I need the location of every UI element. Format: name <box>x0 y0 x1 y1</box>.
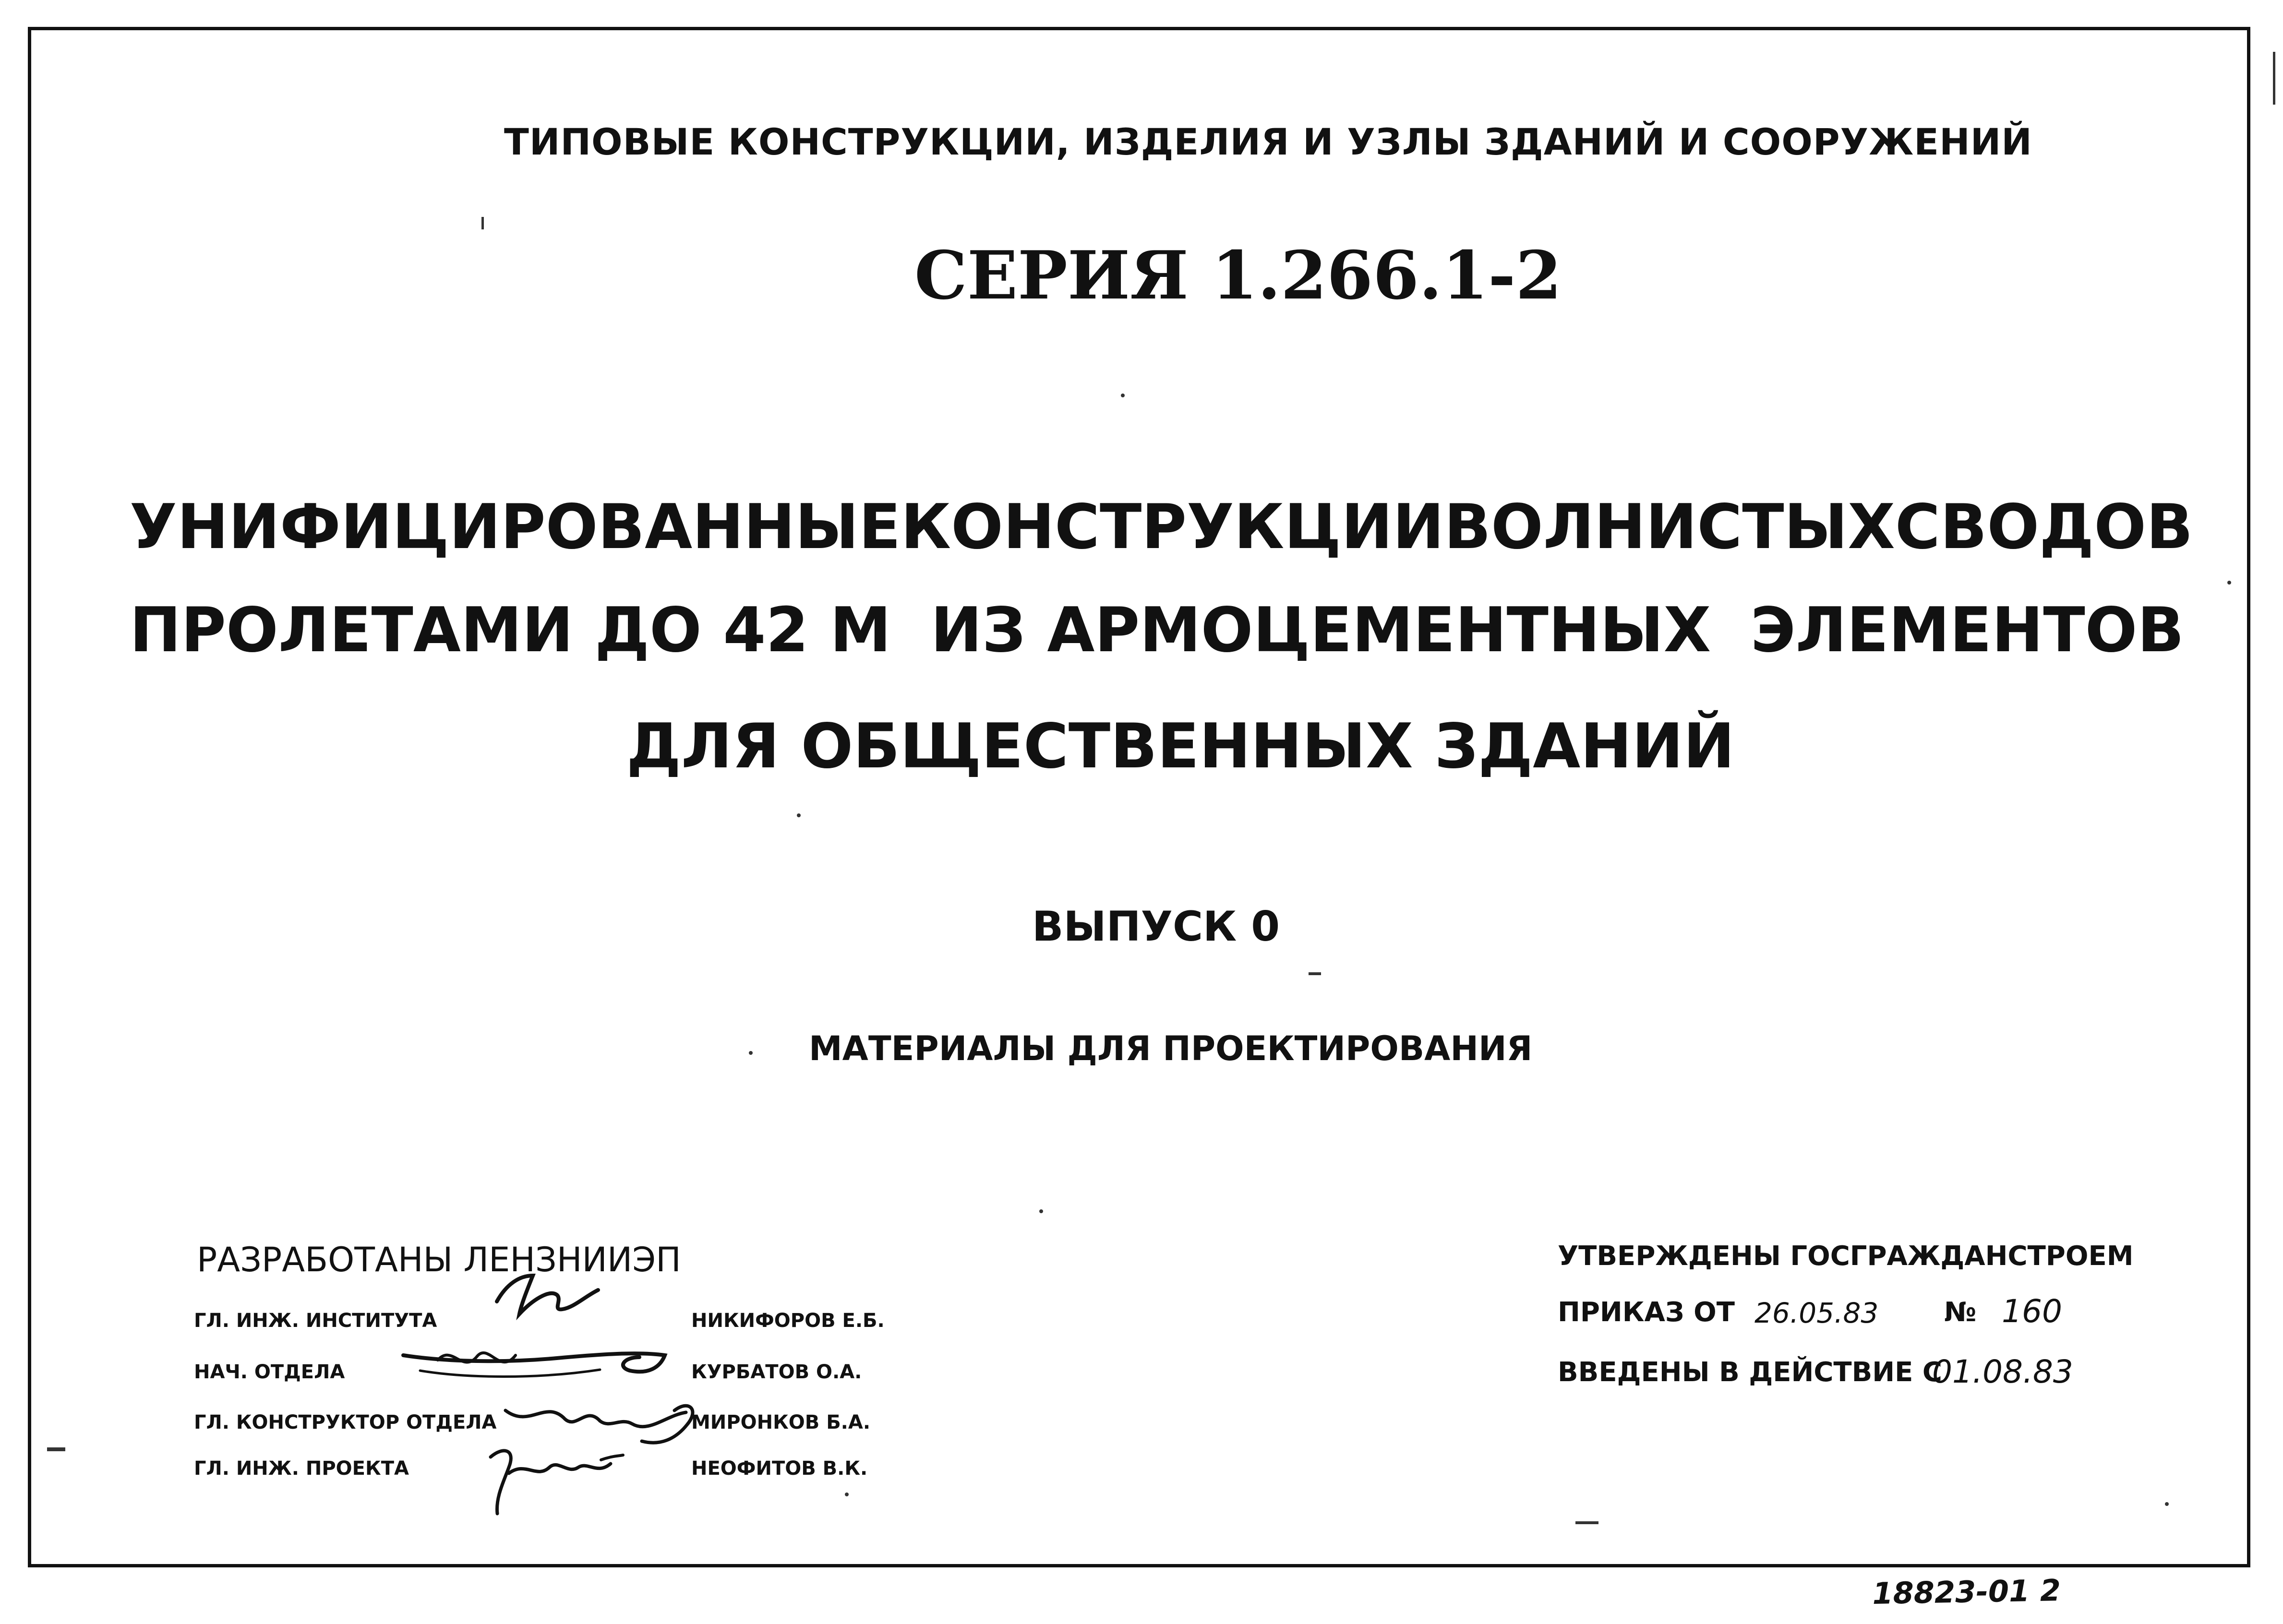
title-line-2 <box>130 595 2184 666</box>
title-word: ПРОЛЕТАМИ ДО 42 М <box>130 595 891 666</box>
signature-project-engineer <box>466 1440 624 1524</box>
effective-date-label: ВВЕДЕНЫ В ДЕЙСТВИЕ С <box>1558 1357 1943 1388</box>
signatory-name: КУРБАТОВ О.А. <box>691 1361 862 1383</box>
title-word: ЭЛЕМЕНТОВ <box>1750 595 2184 666</box>
scan-speck <box>749 1051 753 1055</box>
scan-speck <box>1039 1209 1043 1213</box>
scan-mark <box>47 1447 65 1451</box>
order-number: 160 <box>2002 1293 2062 1330</box>
signatory-role: ГЛ. ИНЖ. ИНСТИТУТА <box>194 1310 437 1332</box>
scan-speck <box>845 1493 849 1496</box>
series-number: СЕРИЯ 1.266.1-2 <box>914 236 1562 314</box>
signatory-role: НАЧ. ОТДЕЛА <box>194 1361 345 1383</box>
signatory-name: НЕОФИТОВ В.К. <box>691 1457 868 1480</box>
signatory-name: НИКИФОРОВ Е.Б. <box>691 1310 885 1332</box>
scan-mark <box>481 217 484 229</box>
signatory-role: ГЛ. ИНЖ. ПРОЕКТА <box>194 1457 409 1480</box>
scan-mark <box>1575 1521 1598 1524</box>
order-label: ПРИКАЗ ОТ <box>1558 1297 1735 1328</box>
title-word: КОНСТРУКЦИИ <box>901 491 1444 563</box>
scan-speck <box>1121 394 1125 397</box>
archive-number: 18823-01 2 <box>1872 1573 2061 1611</box>
order-number-label: № <box>1944 1297 1977 1328</box>
signatory-role: ГЛ. КОНСТРУКТОР ОТДЕЛА <box>194 1411 497 1433</box>
scan-speck <box>2227 581 2231 585</box>
title-word: ИЗ АРМОЦЕМЕНТНЫХ <box>930 595 1711 666</box>
title-line-3: ДЛЯ ОБЩЕСТВЕННЫХ ЗДАНИЙ <box>626 711 1735 782</box>
approval-authority: УТВЕРЖДЕНЫ ГОСГРАЖДАНСТРОЕМ <box>1558 1241 2134 1272</box>
scan-speck <box>2165 1502 2169 1506</box>
series-heading: ТИПОВЫЕ КОНСТРУКЦИИ, ИЗДЕЛИЯ И УЗЛЫ ЗДАНИЙ И СООРУЖЕНИЙ <box>504 120 2032 163</box>
scan-mark <box>2273 52 2275 105</box>
signature-department-head <box>398 1334 672 1392</box>
signatory-name: МИРОНКОВ Б.А. <box>691 1411 871 1433</box>
issue-label: ВЫПУСК 0 <box>1032 903 1280 951</box>
scan-speck <box>797 813 801 817</box>
document-subtitle: МАТЕРИАЛЫ ДЛЯ ПРОЕКТИРОВАНИЯ <box>809 1029 1533 1068</box>
effective-date: 01.08.83 <box>1932 1353 2073 1390</box>
title-word: СВОДОВ <box>1895 491 2193 563</box>
developer-organization: РАЗРАБОТАНЫ ЛЕНЗНИИЭП <box>197 1240 681 1279</box>
title-word: УНИФИЦИРОВАННЫЕ <box>130 491 901 563</box>
signature-chief-engineer <box>480 1267 605 1325</box>
title-line-1 <box>130 491 2193 563</box>
scan-mark <box>1309 972 1321 975</box>
title-word: ВОЛНИСТЫХ <box>1444 491 1895 563</box>
order-date: 26.05.83 <box>1754 1297 1879 1329</box>
